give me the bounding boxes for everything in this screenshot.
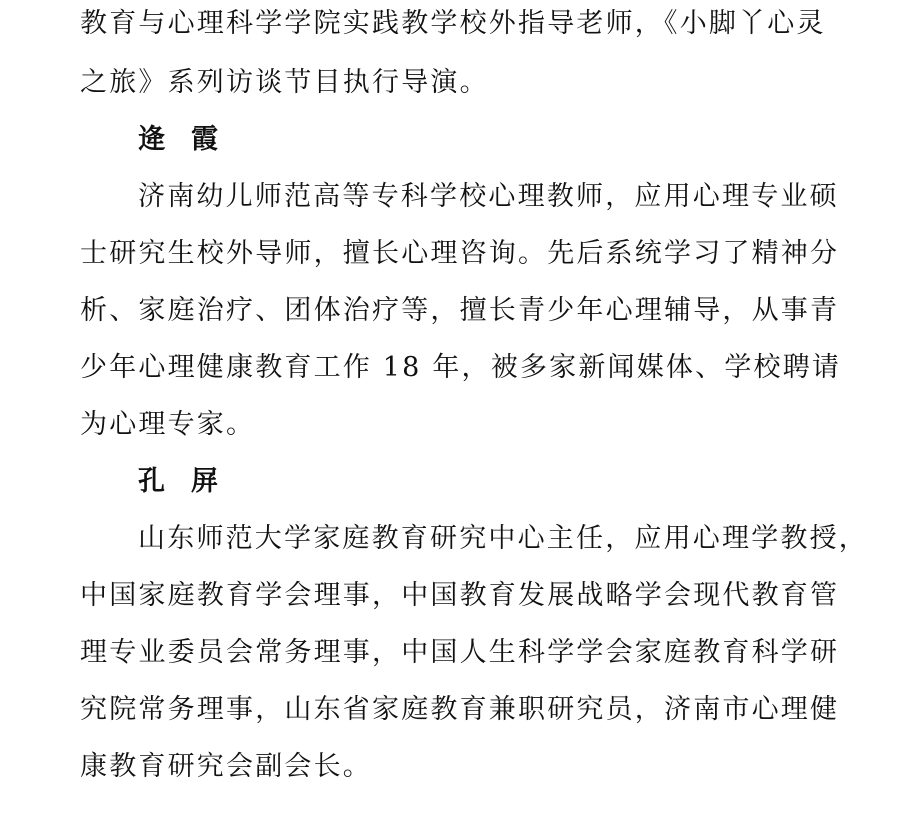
person1-bio-line-4: 少年心理健康教育工作 18 年，被多家新闻媒体、学校聘请 <box>80 352 842 383</box>
person2-bio-line-5: 康教育研究会副会长。 <box>80 751 372 782</box>
person2-bio-line-2: 中国家庭教育学会理事，中国教育发展战略学会现代教育管 <box>80 580 840 611</box>
person2-bio-line-4: 究院常务理事，山东省家庭教育兼职研究员，济南市心理健 <box>80 694 840 725</box>
person2-bio-line-3: 理专业委员会常务理事，中国人生科学学会家庭教育科学研 <box>80 637 840 668</box>
person-name-1: 逄霞 <box>138 124 244 155</box>
person-name-2: 孔屏 <box>138 466 244 497</box>
person1-bio-line-5: 为心理专家。 <box>80 409 256 440</box>
intro-line-2: 之旅》系列访谈节目执行导演。 <box>80 67 489 98</box>
person1-bio-line-2: 士研究生校外导师，擅长心理咨询。先后系统学习了精神分 <box>80 238 840 269</box>
person2-bio-line-1: 山东师范大学家庭教育研究中心主任，应用心理学教授， <box>138 523 868 554</box>
person1-bio-line-3: 析、家庭治疗、团体治疗等，擅长青少年心理辅导，从事青 <box>80 295 840 326</box>
person1-bio-line-1: 济南幼儿师范高等专科学校心理教师，应用心理专业硕 <box>138 181 839 212</box>
intro-line-1: 教育与心理科学学院实践教学校外指导老师，《小脚丫心灵 <box>80 8 826 39</box>
